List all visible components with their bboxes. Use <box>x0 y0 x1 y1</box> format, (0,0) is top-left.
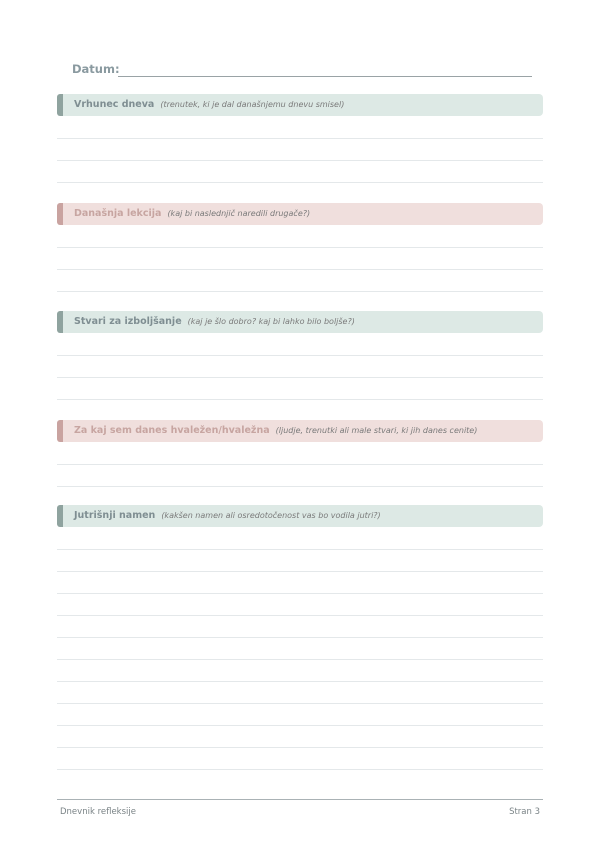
writing-line[interactable] <box>57 682 543 704</box>
section-banner <box>57 94 543 116</box>
section-subtitle: (trenutek, ki je dal današnjemu dnevu smisel) <box>160 100 345 109</box>
writing-line[interactable] <box>57 748 543 770</box>
writing-lines[interactable] <box>57 117 543 183</box>
section-title: Vrhunec dneva (trenutek, ki je dal današnjemu dnevu smisel) <box>74 99 345 110</box>
section-title: Jutrišnji namen (kakšen namen ali osredotočenost vas bo vodila jutri?) <box>74 510 381 521</box>
section-banner <box>57 420 543 442</box>
section-improvements <box>57 311 543 400</box>
date-row <box>72 62 532 80</box>
section-accent-bar <box>57 203 63 225</box>
section-subtitle: (kaj bi naslednjič naredili drugače?) <box>167 209 311 218</box>
writing-line[interactable] <box>57 356 543 378</box>
section-subtitle: (kaj je šlo dobro? kaj bi lahko bilo boljše?) <box>187 317 355 326</box>
section-banner <box>57 505 543 527</box>
writing-line[interactable] <box>57 139 543 161</box>
writing-line[interactable] <box>57 378 543 400</box>
writing-line[interactable] <box>57 248 543 270</box>
writing-line[interactable] <box>57 638 543 660</box>
writing-line[interactable] <box>57 226 543 248</box>
writing-line[interactable] <box>57 726 543 748</box>
writing-line[interactable] <box>57 704 543 726</box>
section-subtitle: (ljudje, trenutki ali male stvari, ki jih danes cenite) <box>275 426 478 435</box>
section-accent-bar <box>57 505 63 527</box>
writing-lines[interactable] <box>57 443 543 487</box>
section-lesson <box>57 203 543 292</box>
section-banner <box>57 203 543 225</box>
writing-line[interactable] <box>57 660 543 682</box>
section-highlight <box>57 94 543 183</box>
writing-line[interactable] <box>57 443 543 465</box>
writing-lines[interactable] <box>57 334 543 400</box>
section-tomorrow-intention <box>57 505 543 770</box>
section-accent-bar <box>57 420 63 442</box>
writing-line[interactable] <box>57 572 543 594</box>
writing-lines[interactable] <box>57 226 543 292</box>
writing-line[interactable] <box>57 528 543 550</box>
section-banner <box>57 311 543 333</box>
writing-line[interactable] <box>57 594 543 616</box>
footer-page-number: Stran 3 <box>509 807 540 817</box>
section-title: Stvari za izboljšanje (kaj je šlo dobro? kaj bi lahko bilo boljše?) <box>74 316 355 327</box>
writing-line[interactable] <box>57 334 543 356</box>
writing-line[interactable] <box>57 270 543 292</box>
writing-line[interactable] <box>57 161 543 183</box>
section-title: Za kaj sem danes hvaležen/hvaležna (ljudje, trenutki ali male stvari, ki jih danes cenite) <box>74 425 478 436</box>
section-subtitle: (kakšen namen ali osredotočenost vas bo vodila jutri?) <box>161 511 381 520</box>
section-accent-bar <box>57 311 63 333</box>
footer-journal-name: Dnevnik refleksije <box>60 807 136 817</box>
writing-line[interactable] <box>57 117 543 139</box>
footer-divider <box>57 799 543 800</box>
date-input-line[interactable] <box>118 76 532 77</box>
writing-line[interactable] <box>57 465 543 487</box>
section-accent-bar <box>57 94 63 116</box>
section-gratitude <box>57 420 543 487</box>
date-label: Datum: <box>72 62 120 76</box>
writing-line[interactable] <box>57 616 543 638</box>
writing-line[interactable] <box>57 550 543 572</box>
section-title: Današnja lekcija (kaj bi naslednjič naredili drugače?) <box>74 208 311 219</box>
writing-lines[interactable] <box>57 528 543 770</box>
